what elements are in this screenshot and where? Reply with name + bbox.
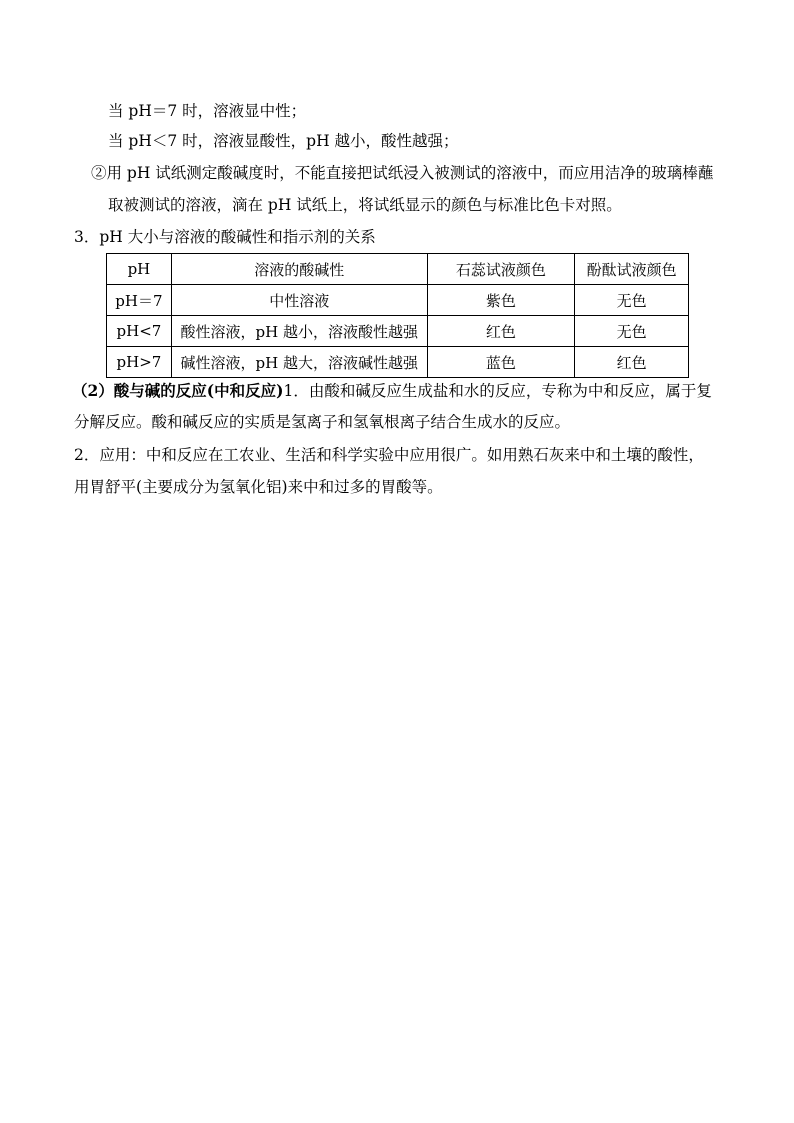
test-method-line-2: 取被测试的溶液，滴在 pH 试纸上，将试纸显示的颜色与标准比色卡对照。: [108, 196, 622, 214]
neutralization-paragraph-line-1: [72, 381, 712, 401]
header-acidity: 溶液的酸碱性: [171, 254, 427, 285]
test-method-line-1: ②用 pH 试纸测定酸碱度时，不能直接把试纸浸入被测试的溶液中，而应用洁净的玻璃棒蘸: [91, 164, 714, 182]
neutralization-definition-start: 1．由酸和碱反应生成盐和水的反应，专称为中和反应，属于复: [283, 382, 712, 400]
cell-ph: pH＝7: [107, 285, 172, 316]
header-ph: pH: [107, 254, 172, 285]
header-phenolphthalein-color: 酚酞试液颜色: [575, 254, 689, 285]
section-3-title: 3．pH 大小与溶液的酸碱性和指示剂的关系: [74, 228, 376, 246]
ph-neutral-text: 当 pH＝7 时，溶液显中性；: [108, 102, 307, 120]
ph-acidic-text: 当 pH＜7 时，溶液显酸性，pH 越小，酸性越强；: [108, 132, 459, 150]
table-row: [107, 316, 689, 347]
cell-ph: pH>7: [107, 347, 172, 378]
neutralization-heading: （2）酸与碱的反应(中和反应): [72, 381, 284, 400]
header-litmus-color: 石蕊试液颜色: [427, 254, 575, 285]
table-row: [107, 285, 689, 316]
table-row: [107, 347, 689, 378]
cell-phenolphthalein: 红色: [575, 347, 689, 378]
cell-acidity: 酸性溶液，pH 越小，溶液酸性越强: [171, 316, 427, 347]
neutralization-definition-line-2: 分解反应。酸和碱反应的实质是氢离子和氢氧根离子结合生成水的反应。: [74, 413, 571, 431]
cell-phenolphthalein: 无色: [575, 316, 689, 347]
application-line-1: 2．应用：中和反应在工农业、生活和科学实验中应用很广。如用熟石灰来中和土壤的酸性，: [74, 446, 704, 464]
table-header-row: [107, 254, 689, 285]
ph-indicator-table: [106, 253, 689, 378]
cell-acidity: 中性溶液: [171, 285, 427, 316]
application-line-2: 用胃舒平(主要成分为氢氧化铝)来中和过多的胃酸等。: [74, 478, 443, 496]
cell-litmus: 红色: [427, 316, 575, 347]
cell-ph: pH<7: [107, 316, 172, 347]
cell-litmus: 蓝色: [427, 347, 575, 378]
cell-litmus: 紫色: [427, 285, 575, 316]
cell-phenolphthalein: 无色: [575, 285, 689, 316]
cell-acidity: 碱性溶液，pH 越大，溶液碱性越强: [171, 347, 427, 378]
